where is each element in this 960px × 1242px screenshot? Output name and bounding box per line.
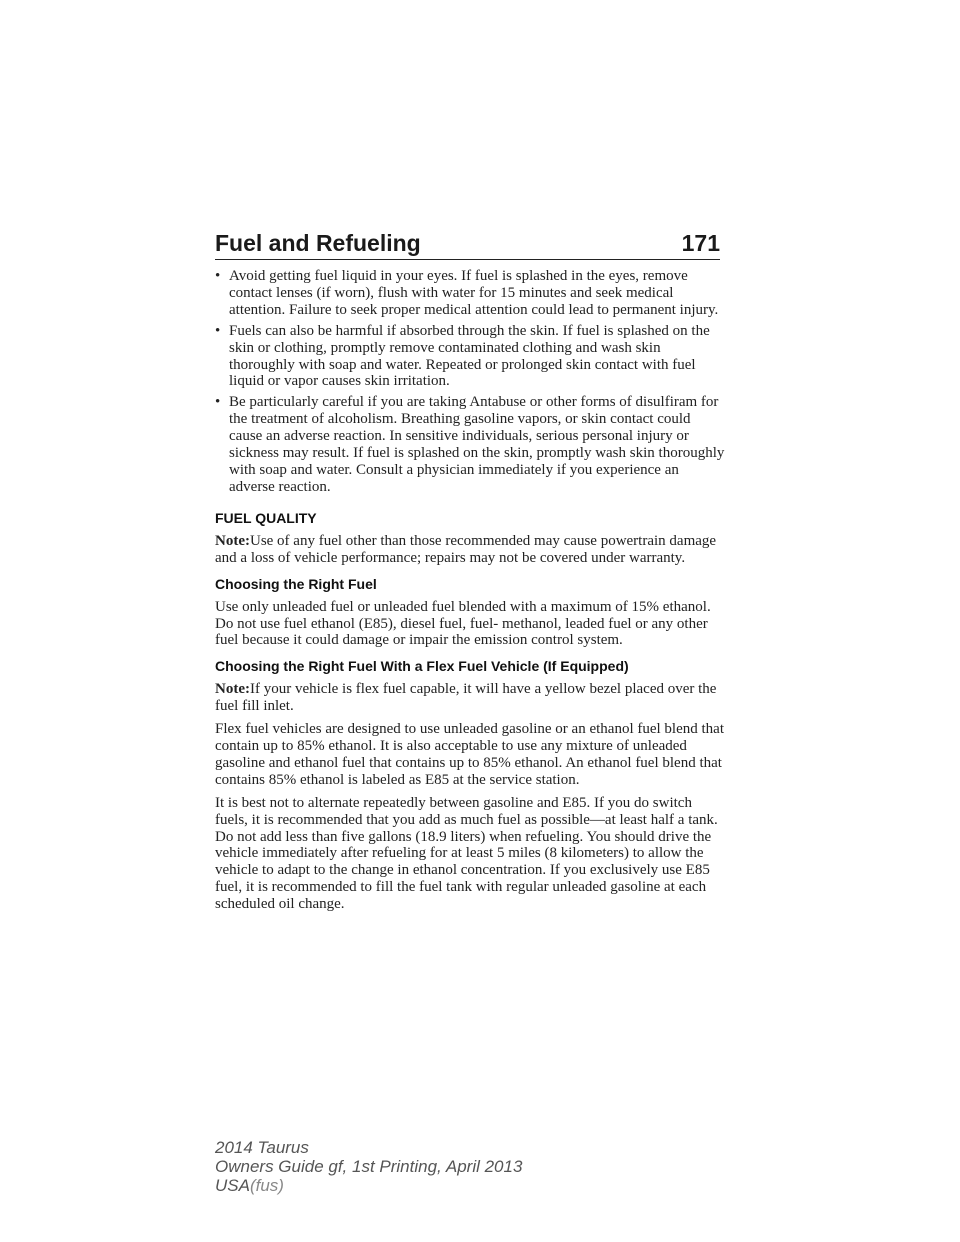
footer-market-code: (fus) <box>249 1176 284 1195</box>
note-label: Note: <box>215 681 250 698</box>
note-label: Note: <box>215 532 250 549</box>
bullet-text: Fuels can also be harmful if absorbed through the skin. If fuel is splashed on the skin or clothing, promptly remove contaminated clothing and wash skin thoroughly with soap and water. Repeated or prolonged skin contact with fuel liquid or vapor causes skin irritation. <box>229 322 710 390</box>
note-text: Use of any fuel other than those recommended may cause powertrain damage and a loss of vehicle performance; repairs may not be covered under warranty. <box>215 532 717 566</box>
list-item <box>215 394 725 495</box>
list-item <box>215 323 725 391</box>
flex-fuel-paragraph-2: It is best not to alternate repeatedly between gasoline and E85. If you do switch fuels, it is recommended that you add as much fuel as possible—at least half a tank. Do not add less than five gallons (18.9 liters) when refueling. You should drive the vehicle immediately after refueling for at least 5 miles (8 kilometers) to allow the vehicle to adapt to the change in ethanol concentration. If you exclusively use E85 fuel, it is recommended to fill the fuel tank with regular unleaded gasoline at each scheduled oil change. <box>215 794 718 913</box>
page-footer <box>215 1138 522 1195</box>
note-text: If your vehicle is flex fuel capable, it will have a yellow bezel placed over the fuel fill inlet. <box>215 681 717 715</box>
fuel-quality-note <box>215 533 725 567</box>
bullet-icon: • <box>215 268 221 284</box>
bullet-icon: • <box>215 394 221 411</box>
right-fuel-paragraph: Use only unleaded fuel or unleaded fuel blended with a maximum of 15% ethanol. Do not use fuel ethanol (E85), diesel fuel, fuel- methanol, leaded fuel or any other fuel because it could damage or impair the emission control system. <box>215 598 711 649</box>
list-item <box>215 268 725 319</box>
page-content <box>215 268 725 919</box>
bullet-icon: • <box>215 322 221 339</box>
bullet-text: Be particularly careful if you are taking Antabuse or other forms of disulfiram for the treatment of alcoholism. Breathing gasoline vapors, or skin contact could cause an adverse reaction. In sensitive individuals, serious personal injury or sickness may result. If fuel is splashed on the skin, promptly wash skin thoroughly with soap and water. Consult a physician immediately if you experience an adverse reaction. <box>229 394 725 495</box>
right-fuel-heading: Choosing the Right Fuel <box>215 575 377 592</box>
footer-model: 2014 Taurus <box>215 1138 309 1157</box>
page-header <box>215 228 720 262</box>
section-title: Fuel and Refueling <box>215 230 421 256</box>
flex-fuel-note <box>215 681 725 715</box>
bullet-text: Avoid getting fuel liquid in your eyes. If fuel is splashed in the eyes, remove contact lenses (if worn), flush with water for 15 minutes and seek medical attention. Failure to seek proper medical attention could lead to permanent injury. <box>229 268 719 318</box>
flex-fuel-paragraph-1: Flex fuel vehicles are designed to use unleaded gasoline or an ethanol fuel blend that contain up to 85% ethanol. It is also acceptable to use any mixture of unleaded gasoline and ethanol fuel that contains up to 85% ethanol. An ethanol fuel blend that contains 85% ethanol is labeled as E85 at the service station. <box>215 721 724 788</box>
footer-edition: Owners Guide gf, 1st Printing, April 2013 <box>215 1157 523 1176</box>
page-number: 171 <box>681 230 720 256</box>
warning-bullet-list <box>215 268 725 496</box>
flex-fuel-heading: Choosing the Right Fuel With a Flex Fuel Vehicle (If Equipped) <box>215 658 629 675</box>
footer-market <box>215 1176 522 1195</box>
header-divider <box>215 259 720 260</box>
fuel-quality-heading: FUEL QUALITY <box>215 509 317 526</box>
footer-market-name: USA <box>215 1176 250 1195</box>
